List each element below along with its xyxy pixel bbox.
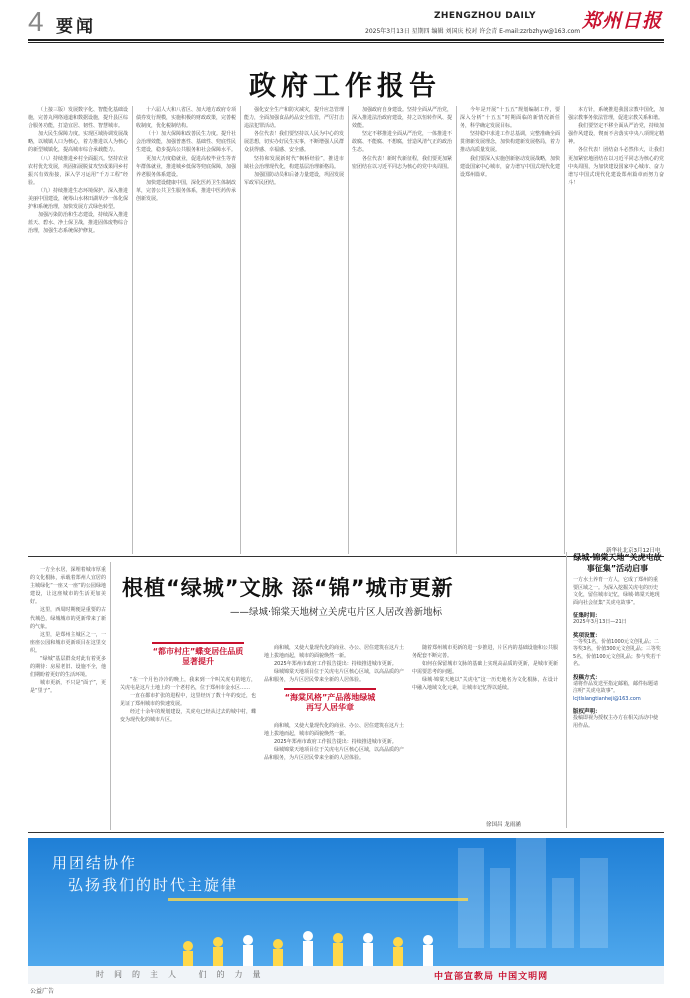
banner-sponsors: 中宣部宣教局 中国文明网 — [434, 972, 549, 982]
paragraph: 我们要深入实施创新驱动发展战略，加快建设国家中心城市，奋力谱写中国式现代化建设郑州篇章。 — [460, 155, 560, 178]
paragraph: 随着郑州城市更新的进一步推进，片区内的基础设施和公共服务配套不断完善。 — [412, 645, 558, 660]
paragraph: 今年是开展“十五五”规划编制工作，要深入分析“十五五”时期面临的新情况新任务，科学确定发展目标。 — [460, 107, 560, 130]
paragraph: 绿城·锦棠天地以“关虎屯”这一历史地名为文化根脉，在设计中融入地域文化元素，让城市记忆得以延续。 — [412, 677, 558, 692]
paragraph: 商和城，又使大量现代化的商业、办公、居住建筑在这片土地上拔地而起，城市的面貌焕然一新。 — [264, 645, 404, 660]
banner-title-line-2: 弘扬我们的时代主旋律 — [68, 876, 239, 894]
article-column-3 — [244, 106, 344, 554]
paragraph: 加强政府自身建设。坚持全面从严治党，深入推进法治政府建设，持之以恒转作风、提效能。 — [352, 107, 452, 130]
feature-column-b — [264, 722, 404, 826]
paragraph: （十）加大保障和改善民生力度。提升社会治理效能，加强普惠性、基础性、兜底性民生建设，稳步提高公共服务和社会保障水平。 — [136, 131, 236, 154]
article-byline: 新华社北京3月12日电 — [606, 548, 661, 554]
article-headline: 政府工作报告 — [249, 71, 441, 102]
article-column-5 — [460, 106, 560, 554]
paragraph: （九）持续推进生态环境保护。深入推进美丽中国建设，统筹山水林田湖草沙一体化保护和系统治理，加快发展方式绿色转型。 — [28, 187, 128, 211]
paragraph: 本方针，系统推进我国宗教中国化，加强宗教事务依法管理，促进宗教关系和谐。 — [568, 107, 664, 122]
paragraph: 城市更新，不只是“面子”，更是“里子”。 — [30, 680, 106, 695]
lead-column — [30, 566, 106, 734]
paragraph: 如何在保留城市文脉的基础上实现高品质的更新，是城市更新中需要思考的问题。 — [412, 661, 558, 676]
paragraph: 2025年郑州市政府工作报告提出：持续推进城市更新。 — [274, 661, 397, 668]
column-divider — [348, 106, 349, 554]
paragraph: （上接三版）发展数字化、智能化基础设施，完善丸网络通道和数据设施，提升县区综合服务功能，打造宜居、韧性、智慧城市。 — [28, 107, 128, 130]
section-title: 要闻 — [56, 17, 96, 37]
column-divider — [456, 106, 457, 554]
notice-label-copyright: 版权声明： — [573, 709, 601, 715]
paragraph: 加快建设健康中国，深化医药卫生体制改革，完善公共卫生服务体系，推进中医药传承创新发展。 — [136, 179, 236, 203]
column-divider — [240, 106, 241, 554]
subsection-title-2: “海棠风格”产品落地绿城再写人居华章 — [284, 688, 376, 713]
notice-panel — [566, 552, 662, 828]
masthead — [0, 0, 690, 44]
paragraph: 我们要坚定不移全面从严治党，持续加强作风建设，锲而不舍落实中央八项规定精神。 — [568, 123, 664, 146]
banner-footer — [28, 966, 664, 984]
paragraph: “绿城”基层群众对此有着更多的期待：房屋老旧、设施不全，他们期盼着更好的生活环境。 — [30, 656, 106, 679]
banner-slogan: 时间的主人 们的力量 — [96, 970, 271, 979]
article-column-1 — [28, 106, 128, 554]
paragraph: 强化安全生产和防灾减灾，提升应急管理能力，全面加强食品药品安全监管，严厉打击违法犯罪活动。 — [244, 107, 344, 130]
article-column-4 — [352, 106, 452, 554]
publication-english-name: ZHENGZHOU DAILY — [434, 11, 536, 21]
paragraph: 绿城锦棠天地项目位于关虎屯片区核心区域，以高品质的产品和服务，为片区居民带来全新的人居体验。 — [264, 747, 404, 762]
masthead-rule — [28, 39, 664, 41]
notice-submit: 请将作品发送至指定邮箱，邮件标题请注明“关虎屯故事”。 — [573, 680, 659, 694]
article-column-2 — [136, 106, 236, 554]
feature-column-c — [412, 644, 558, 816]
paragraph: 这里，是郑州主城区之一，一座座公园和城市更新项目在这里交织。 — [30, 631, 106, 654]
notice-intro: 一方水土养育一方人，它成了郑州的重要区域之一。为深入挖掘关虎屯的历史文化，留住城市记忆，绿城·锦棠天地现面向社会征集“关虎屯故事”。 — [573, 577, 660, 606]
feature-headline: 根植“绿城”文脉 添“锦”城市更新 — [122, 576, 454, 600]
paragraph: 各位代表！新时代新征程，我们要更加紧密团结在以习近平同志为核心的党中央周围。 — [352, 155, 452, 170]
page-number: 4 — [28, 6, 44, 37]
paragraph: 一方全水居，深埋着城市厚重的文化根脉，承载着郑州人宜居的主城绿化“一座又一座”的公园绿地建设，让这座城市的生活更加美好。 — [30, 567, 106, 606]
paragraph: 各位代表！团结奋斗必然伟大，让我们更加紧密地团结在以习近平同志为核心的党中央周围，为加快建设国家中心城市、奋力谱写中国式现代化建设郑州篇章而努力奋斗！ — [568, 147, 664, 186]
paragraph: 一直在都市扩张的进程中，这里经历了数十年的变迁，也见证了郑州城市的快速发展。 — [120, 693, 256, 708]
paragraph: 这里，西周时期便是重要的古代城邑，绿城城市的更新带来了新的气象。 — [30, 607, 106, 630]
notice-email-link[interactable]: lcjtlslangtianheji@163.com — [573, 695, 641, 702]
notice-title: 绿城·锦棠天地“关虎屯故事征集”活动启事 — [573, 553, 662, 573]
subsection-title-1: “都市村庄”蝶变居住品质显著提升 — [152, 642, 244, 667]
paragraph: 绿城锦棠天地项目位于关虎屯片区核心区域，以高品质的产品和服务，为片区居民带来全新的人居体验。 — [264, 669, 404, 684]
feature-column-a — [120, 676, 256, 826]
paragraph: 各位代表！我们要坚持以人民为中心的发展思想，切实办好民生实事，不断增强人民群众获得感、幸福感、安全感。 — [244, 131, 344, 154]
newspaper-logo: 郑州日报 — [582, 10, 663, 32]
paragraph: 坚持稳中求进工作总基调，完整准确全面贯彻新发展理念，加快构建新发展格局，着力推动高质量发展。 — [460, 131, 560, 154]
notice-awards: 一等奖1名，价值1000元文创礼品；二等奖3名，价值300元文创礼品；三等奖5名，价值100元文创礼品；参与奖若干名。 — [573, 638, 661, 667]
column-divider — [110, 562, 111, 830]
feature-column-b-top — [264, 644, 404, 684]
notice-time: 2025年3月13日—21日 — [573, 619, 627, 625]
paragraph: 十六届人大和八省区、加大地方政府专项债券发行规模，实施积极的财政政策，完善税收制度，优化税制结构。 — [136, 107, 236, 130]
public-service-banner — [28, 838, 664, 984]
paragraph: 经过十余年的规划建设，关虎屯已经从过去的城中村，蝶变为现代化的城市片区。 — [120, 709, 256, 724]
publication-info: 2025年3月13日 星期四 编辑 刘国庆 校对 许会青 E-mail:zzrbzhyw@163.com — [365, 28, 581, 35]
paragraph: 加强污染防治和生态建设，持续深入推进蓝天、碧水、净土保卫战，推进固体废物综合治理，加强生态系统保护修复。 — [28, 212, 128, 235]
column-divider — [132, 106, 133, 554]
paragraph: 2025年郑州市政府工作报告提出：持续推进城市更新。 — [274, 739, 397, 746]
feature-subhead: ——绿城·锦棠天地树立关虎屯片区人居改善新地标 — [230, 607, 443, 618]
section-divider — [28, 832, 664, 833]
paragraph: 更加大力度稳就业，促进高校毕业生等青年群体就业，推进城乡低保等兜底保障，加强养老服务体系建设。 — [136, 155, 236, 178]
paragraph: （八）持续推进乡村全面振兴。坚持农业农村优先发展，巩固拓展脱贫攻坚成果同乡村振兴有效衔接，深入学习运用“千万工程”经验。 — [28, 155, 128, 186]
notice-label-time: 征集时间： — [573, 613, 601, 619]
paragraph: 商和城，又使大量现代化的商业、办公、居住建筑在这片土地上拔地而起，城市的面貌焕然一新。 — [264, 723, 404, 738]
notice-label-submit: 投稿方式： — [573, 674, 601, 681]
column-divider — [564, 106, 565, 554]
article-column-6 — [568, 106, 664, 542]
masthead-rule-thin — [28, 42, 664, 43]
feature-byline: 徐国昌 龙雨涵 — [486, 822, 521, 828]
notice-label-awards: 奖项设置： — [573, 632, 601, 639]
paragraph: “在一个月色冷冷的晚上，我来到一个叫关虎屯的地方，关虎屯是这片土地上的一个老村名，位于郑州市金水区…… — [120, 677, 256, 692]
paragraph: 加强国防动员和后备力量建设，巩固发展军政军民团结。 — [244, 171, 344, 186]
paragraph: 加大民生保障力度。实现区域协调发展战略，以城镇人口为核心，着力推进以人为核心的新型城镇化，提高城市综合承载能力。 — [28, 131, 128, 154]
banner-title-line-1: 用团结协作 — [52, 854, 138, 872]
notice-copyright: 投稿即视为授权主办方在相关活动中使用作品。 — [573, 715, 659, 729]
ad-label: 公益广告 — [30, 988, 55, 995]
paragraph: 坚定不移推进全面从严治党，一体推进不敢腐、不能腐、不想腐，营造风清气正的政治生态。 — [352, 131, 452, 154]
paragraph: 坚持和发展新时代“枫桥经验”，推进市域社会治理现代化，构建基层治理新格局。 — [244, 155, 344, 170]
